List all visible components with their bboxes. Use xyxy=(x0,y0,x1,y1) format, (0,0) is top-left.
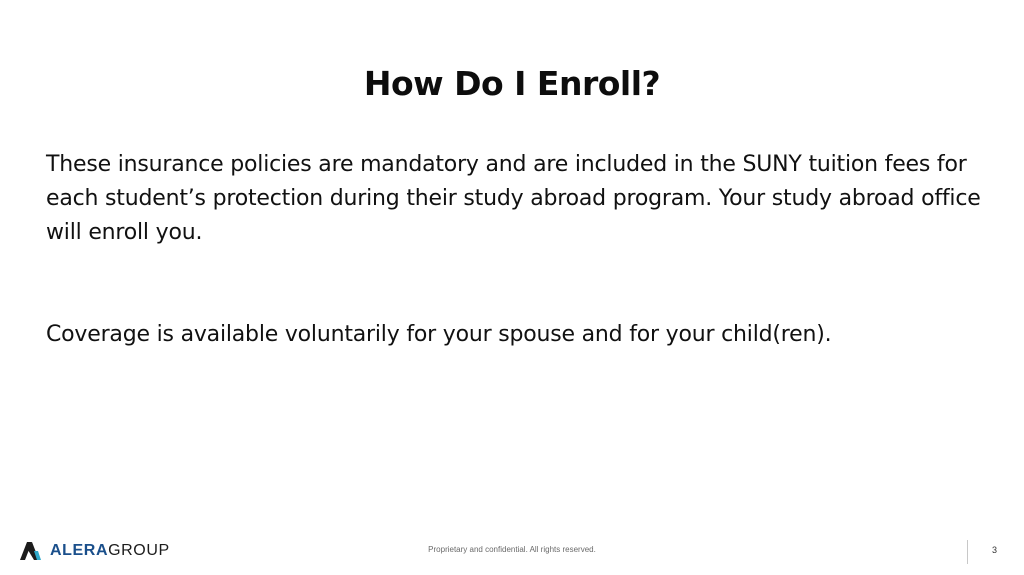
logo-word-group: GROUP xyxy=(108,542,170,559)
page-number: 3 xyxy=(992,545,998,555)
footer-divider xyxy=(967,540,968,564)
enrollment-paragraph: These insurance policies are mandatory and are included in the SUNY tuition fees for each student’s protection during their study abroad program. Your study abroad office will enroll you. xyxy=(46,152,981,245)
confidentiality-note: Proprietary and confidential. All rights reserved. xyxy=(428,545,596,554)
slide-title: How Do I Enroll? xyxy=(363,64,661,103)
coverage-paragraph: Coverage is available voluntarily for your spouse and for your child(ren). xyxy=(46,322,832,347)
slide-body xyxy=(46,148,986,352)
logo-word-alera: ALERA xyxy=(50,542,109,559)
